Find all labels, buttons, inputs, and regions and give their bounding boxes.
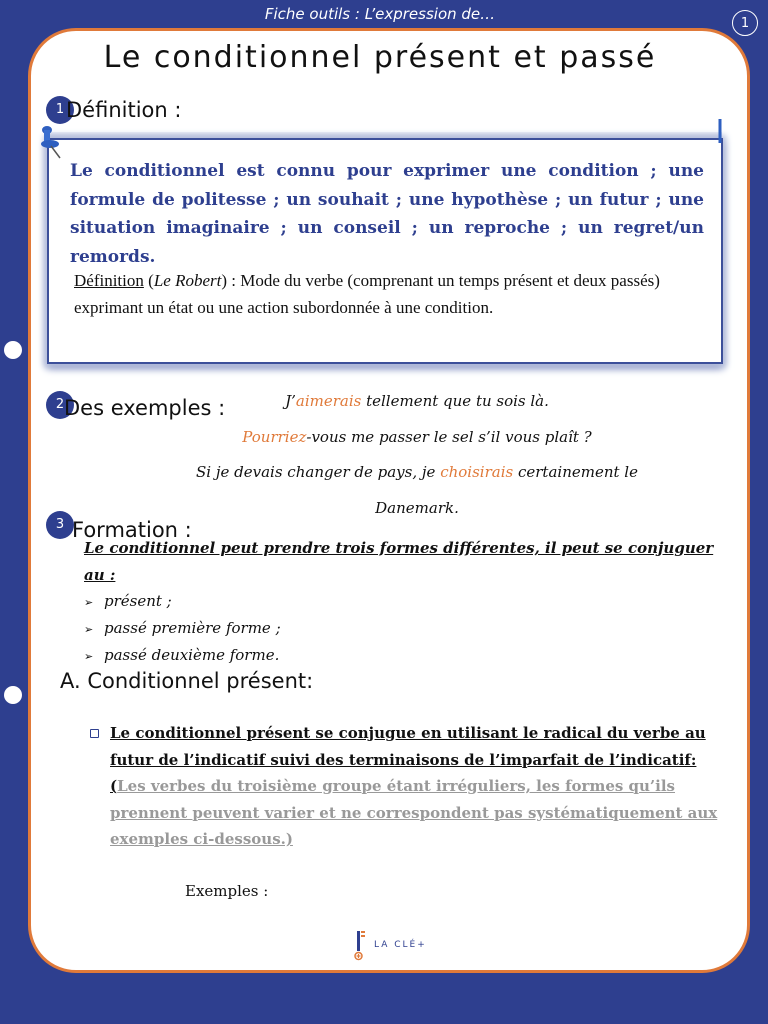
formation-intro: Le conditionnel peut prendre trois formes différentes, il peut se conjuguer au : bbox=[84, 539, 714, 584]
examples-label: Exemples : bbox=[185, 882, 269, 900]
pushpin-icon bbox=[714, 117, 726, 145]
section-heading-formation: Formation : bbox=[72, 518, 192, 542]
conditional-verb: choisirais bbox=[440, 463, 514, 481]
arrow-bullet-icon: ➢ bbox=[84, 623, 94, 636]
present-rule-note-open: ( bbox=[110, 777, 118, 795]
subsection-heading-present: A. Conditionnel présent: bbox=[60, 669, 314, 693]
definition-robert-source: Le Robert bbox=[153, 271, 222, 290]
definition-bold-text: Le conditionnel est connu pour exprimer une condition ; une formule de politesse ; un souhait ; une hypothèse ; un futur ; une situation imaginaire ; un conseil ; un reproche ; un regret/un remords. bbox=[70, 161, 704, 267]
present-rule bbox=[110, 720, 718, 853]
example-sentence: Pourriez-vous me passer le sel s’il vous plaît ? bbox=[242, 428, 592, 446]
section-heading-examples: Des exemples : bbox=[64, 396, 226, 420]
example-sentence: Si je devais changer de pays, je choisirais certainement le bbox=[196, 463, 638, 481]
definition-robert-open: ( bbox=[143, 271, 154, 290]
definition-robert bbox=[74, 267, 716, 321]
definition-robert-text: ) : Mode du verbe (comprenant un temps présent et deux passés) exprimant un état ou une action subordonnée à une condition. bbox=[74, 271, 660, 317]
page-number: 1 bbox=[732, 10, 758, 36]
forms-list bbox=[84, 588, 281, 669]
present-rule-note: Les verbes du troisième groupe étant irréguliers, les formes qu’ils prennent peuvent varier et ne correspondent pas systématiquement aux exemples ci-dessous.) bbox=[110, 777, 718, 848]
page-title: Le conditionnel présent et passé bbox=[103, 40, 657, 75]
example-sentence: J’aimerais tellement que tu sois là. bbox=[285, 392, 549, 410]
section-number-badge: 3 bbox=[46, 511, 74, 539]
pushpin-icon bbox=[38, 124, 64, 160]
binder-hole bbox=[4, 341, 22, 359]
section-number-badge: 2 bbox=[46, 391, 74, 419]
example-sentence: Danemark. bbox=[375, 499, 459, 517]
definition-robert-label: Définition bbox=[74, 271, 144, 290]
section-heading-definition: Définition : bbox=[66, 98, 182, 122]
square-bullet-icon bbox=[90, 729, 99, 738]
arrow-bullet-icon: ➢ bbox=[84, 596, 94, 609]
logo-text: LA CLÉ+ bbox=[374, 940, 427, 950]
present-rule-main: Le conditionnel présent se conjugue en utilisant le radical du verbe au futur de l’indicatif suivi des terminaisons de l’imparfait de l’indicatif: bbox=[110, 724, 706, 769]
section-number-badge: 1 bbox=[46, 96, 74, 124]
list-item: ➢ passé première forme ; bbox=[84, 615, 281, 642]
list-item: ➢ passé deuxième forme. bbox=[84, 642, 281, 669]
document-header: Fiche outils : L’expression de… bbox=[264, 5, 496, 23]
list-item: ➢ présent ; bbox=[84, 588, 281, 615]
binder-hole bbox=[4, 686, 22, 704]
conditional-verb: aimerais bbox=[295, 392, 362, 410]
arrow-bullet-icon: ➢ bbox=[84, 650, 94, 663]
conditional-verb: Pourriez bbox=[242, 428, 307, 446]
